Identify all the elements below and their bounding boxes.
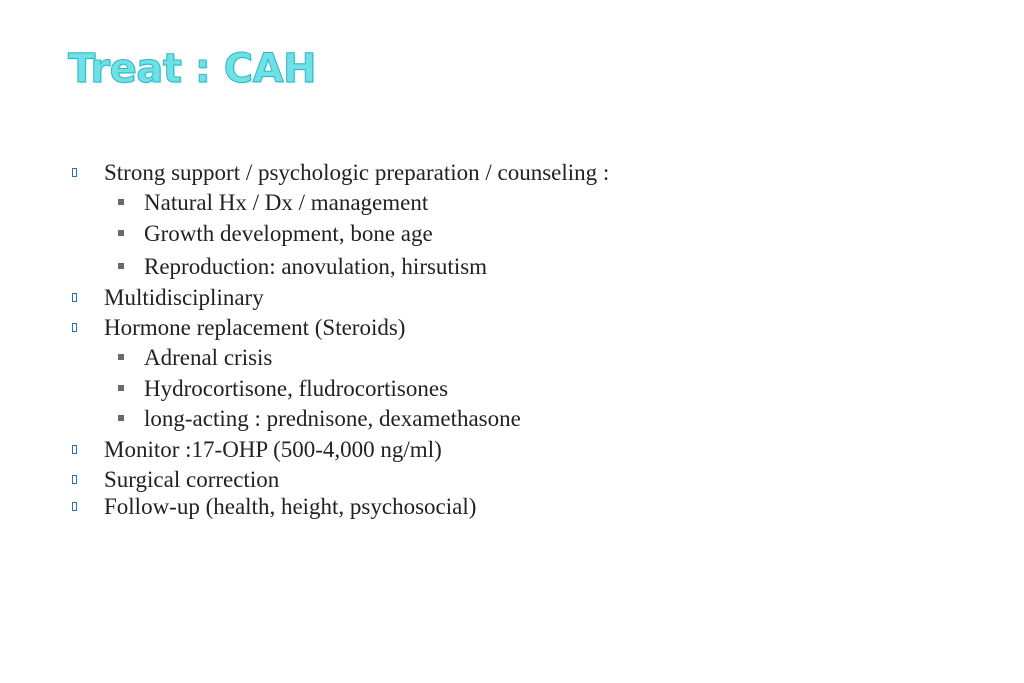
sub-bullet-text: long-acting : prednisone, dexamethasone: [144, 406, 521, 431]
sub-bullet-text: Hydrocortisone, fludrocortisones: [144, 376, 449, 401]
sub-bullet-text: Adrenal crisis: [144, 345, 273, 370]
sub-bullet-hydrocortisone: [144, 376, 448, 402]
hollow-square-bullet-icon: [72, 475, 77, 484]
sub-bullet-growth: [144, 221, 433, 247]
sub-bullet-reproduction: [144, 254, 487, 280]
bullet-text: Strong support / psychologic preparation / counseling :: [104, 160, 610, 185]
hollow-square-bullet-icon: [72, 293, 77, 302]
sub-bullet-text: Natural Hx / Dx / management: [144, 190, 429, 215]
bullet-hormone-replacement: [104, 315, 405, 341]
bullet-text: Hormone replacement (Steroids): [104, 315, 406, 340]
bullet-text: Monitor :17-OHP (500-4,000 ng/ml): [104, 437, 442, 462]
bullet-text: Follow-up (health, height, psychosocial): [104, 494, 477, 519]
bullet-monitor: [104, 437, 442, 463]
hollow-square-bullet-icon: [72, 445, 77, 454]
sub-bullet-long-acting: [144, 406, 521, 432]
bullet-surgical-correction: [104, 467, 279, 493]
hollow-square-bullet-icon: [72, 323, 77, 332]
sub-bullet-adrenal-crisis: [144, 345, 272, 371]
hollow-square-bullet-icon: [72, 168, 77, 177]
slide-title: Treat : CAH: [68, 46, 316, 92]
filled-square-bullet-icon: [118, 385, 124, 391]
filled-square-bullet-icon: [118, 230, 124, 236]
filled-square-bullet-icon: [118, 415, 124, 421]
bullet-follow-up: [104, 494, 476, 520]
filled-square-bullet-icon: [118, 263, 124, 269]
sub-bullet-natural-history: [144, 190, 428, 216]
bullet-support: [104, 160, 609, 186]
hollow-square-bullet-icon: [72, 502, 77, 511]
bullet-multidisciplinary: [104, 285, 264, 311]
filled-square-bullet-icon: [118, 199, 124, 205]
bullet-text: Multidisciplinary: [104, 285, 264, 310]
sub-bullet-text: Reproduction: anovulation, hirsutism: [144, 254, 488, 279]
bullet-text: Surgical correction: [104, 467, 280, 492]
filled-square-bullet-icon: [118, 354, 124, 360]
sub-bullet-text: Growth development, bone age: [144, 221, 433, 246]
